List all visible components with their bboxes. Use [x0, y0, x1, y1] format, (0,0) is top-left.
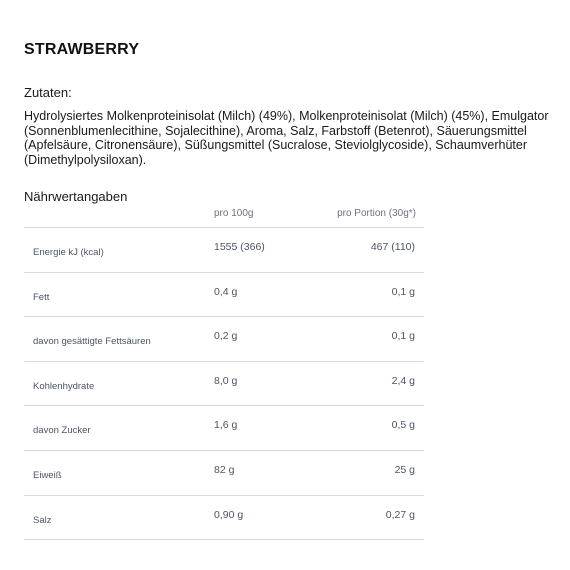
nutrition-table-header: [24, 206, 424, 228]
table-row: [24, 496, 424, 541]
table-row: [24, 406, 424, 451]
row-value-per-portion: 0,1 g: [391, 285, 415, 298]
row-label: Kohlenhydrate: [33, 380, 95, 392]
row-value-per-100g: 1555 (366): [214, 241, 265, 253]
table-row: [24, 228, 424, 273]
column-header-per-portion: pro Portion (30g*): [337, 208, 416, 219]
table-row: [24, 273, 424, 318]
row-value-per-portion: 0,5 g: [391, 419, 415, 432]
row-label: davon Zucker: [33, 425, 91, 437]
row-value-per-100g: 1,6 g: [214, 419, 238, 432]
row-value-per-portion: 25 g: [394, 463, 415, 476]
row-label: Fett: [33, 291, 50, 303]
nutrition-table: [24, 206, 424, 540]
column-header-per-100g: pro 100g: [214, 208, 254, 219]
row-value-per-100g: 82 g: [214, 463, 235, 476]
row-value-per-100g: 0,2 g: [214, 330, 238, 343]
row-label: Energie kJ (kcal): [33, 247, 104, 258]
row-label: davon gesättigte Fettsäuren: [33, 336, 151, 348]
nutrition-heading: Nährwertangaben: [24, 189, 128, 204]
row-value-per-portion: 2,4 g: [391, 374, 415, 387]
row-value-per-portion: 0,27 g: [385, 508, 415, 521]
row-value-per-portion: 467 (110): [370, 241, 415, 253]
ingredients-text: Hydrolysiertes Molkenproteinisolat (Milch) (49%), Molkenproteinisolat (Milch) (45%), Emulgator (Sonnenblumenlecithine, Sojalecithine), Aroma, Salz, Farbstoff (Betenrot), Säuerungsmittel (Apfelsäure, Citronensäure), Süßungsmittel (Sucralose, Steviolglycoside), Schaumverhüter (Dimethylpolysiloxan).: [24, 109, 549, 167]
table-row: [24, 362, 424, 407]
table-row: [24, 451, 424, 496]
row-label: Salz: [33, 514, 52, 526]
row-value-per-100g: 0,4 g: [214, 285, 238, 298]
ingredients-heading: Zutaten:: [24, 85, 72, 100]
row-value-per-100g: 8,0 g: [214, 374, 238, 387]
row-label: Eiweiß: [33, 469, 62, 481]
table-row: [24, 317, 424, 362]
product-title: STRAWBERRY: [24, 41, 140, 58]
row-value-per-portion: 0,1 g: [391, 330, 415, 343]
row-value-per-100g: 0,90 g: [214, 508, 244, 521]
